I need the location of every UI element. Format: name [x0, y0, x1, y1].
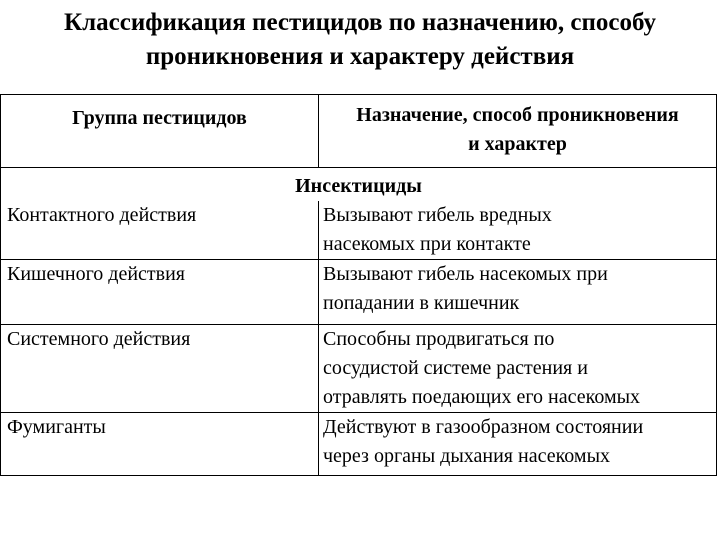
section-row-insecticides	[1, 168, 717, 202]
table-row	[1, 260, 717, 325]
header-purpose	[319, 95, 717, 168]
slide-title	[0, 6, 720, 74]
table-row	[1, 325, 717, 413]
header-purpose-line-1: Назначение, способ проникновения	[356, 104, 679, 126]
table-row	[1, 201, 717, 260]
table-row	[1, 413, 717, 476]
desc-line: Вызывают гибель насекомых при	[323, 263, 608, 285]
title-line-2: проникновения и характеру действия	[145, 43, 575, 70]
row-desc-cell	[319, 201, 717, 260]
row-group-cell: Кишечного действия	[1, 260, 319, 325]
desc-line: насекомых при контакте	[323, 233, 531, 255]
desc-line: попадании в кишечник	[323, 292, 520, 314]
header-group-label: Группа пестицидов	[72, 107, 247, 129]
row-group-cell: Фумиганты	[1, 413, 319, 476]
table-header-row	[1, 95, 717, 168]
desc-line: отравлять поедающих его насекомых	[323, 386, 641, 408]
row-desc-cell	[319, 325, 717, 413]
section-title: Инсектициды	[1, 168, 717, 202]
desc-line: через органы дыхания насекомых	[323, 445, 611, 467]
desc-line: Вызывают гибель вредных	[323, 204, 552, 226]
row-group-cell: Контактного действия	[1, 201, 319, 260]
row-desc-cell	[319, 260, 717, 325]
pesticide-classification-table	[0, 94, 717, 476]
desc-line: сосудистой системе растения и	[323, 357, 588, 379]
desc-line: Действуют в газообразном состоянии	[323, 416, 644, 438]
header-purpose-line-2: и характер	[468, 133, 567, 155]
title-line-1: Классификация пестицидов по назначению, способу	[64, 9, 656, 36]
desc-line: Способны продвигаться по	[323, 328, 555, 350]
row-desc-cell	[319, 413, 717, 476]
header-group	[1, 95, 319, 168]
row-group-cell: Системного действия	[1, 325, 319, 413]
